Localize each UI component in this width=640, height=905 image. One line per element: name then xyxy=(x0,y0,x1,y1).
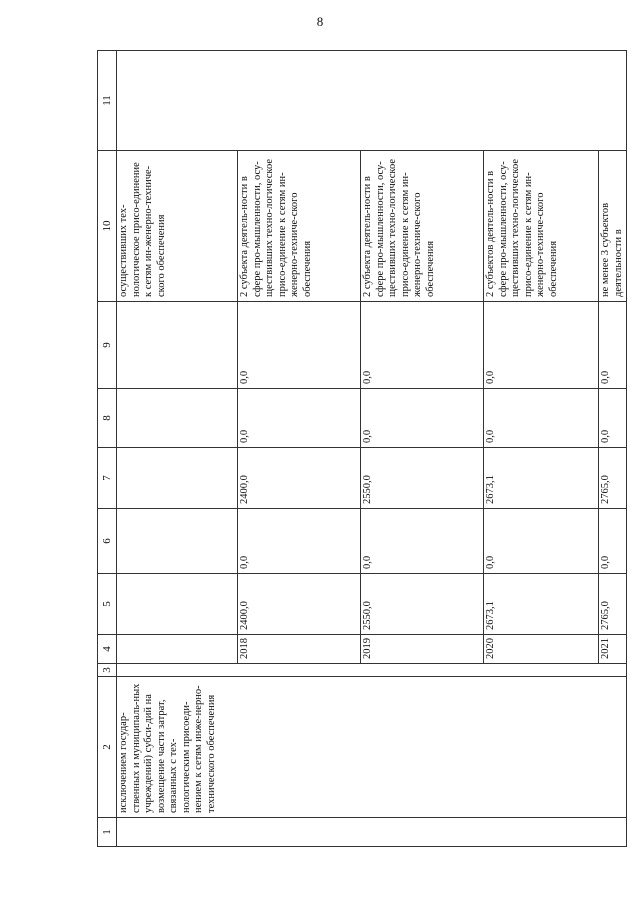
indicator-cell: 2 субъектов деятель-ности в сфере про-мышленности, осу-ществивших техно-логическое присо-единение к сетям ин-женерно-техниче-ского обеспечения xyxy=(484,151,599,302)
federal-cell: 0,0 xyxy=(599,509,627,574)
year-cell: 2018 xyxy=(238,635,361,664)
other-cell xyxy=(117,302,238,389)
local-cell: 0,0 xyxy=(484,389,599,448)
header-col-8: 8 xyxy=(98,389,117,448)
total-cell xyxy=(117,574,238,635)
header-col-1: 1 xyxy=(98,818,117,847)
other-cell: 0,0 xyxy=(599,302,627,389)
header-col-3: 3 xyxy=(98,664,117,677)
measure-description xyxy=(117,677,627,818)
table-header-row xyxy=(98,51,117,847)
total-cell: 2765,0 xyxy=(599,574,627,635)
header-col-9: 9 xyxy=(98,302,117,389)
indicator-cell: не менее 3 субъектов деятельности в xyxy=(599,151,627,302)
row-cell-col-1 xyxy=(117,818,627,847)
federal-cell: 0,0 xyxy=(484,509,599,574)
federal-cell: 0,0 xyxy=(238,509,361,574)
local-cell xyxy=(117,389,238,448)
local-cell: 0,0 xyxy=(599,389,627,448)
measure-description-text: исключением государ-ственных и муниципаль-ных учреждений) субси-дий на возмещение части затрат, связанных с тех-нологическим присоеди-нением к сетям инже-нерно-технического обеспечения xyxy=(118,683,217,813)
header-col-4: 4 xyxy=(98,635,117,664)
indicator-cell: 2 субъекта деятель-ности в сфере про-мышленности, осу-ществивших техно-логическое присо-единение к сетям ин-женерно-техниче-ского обеспечения xyxy=(238,151,361,302)
header-col-5: 5 xyxy=(98,574,117,635)
rotated-table-frame xyxy=(97,62,624,847)
federal-cell xyxy=(117,509,238,574)
other-cell: 0,0 xyxy=(361,302,484,389)
year-cell xyxy=(117,635,238,664)
regional-cell: 2673,1 xyxy=(484,448,599,509)
total-cell: 2400,0 xyxy=(238,574,361,635)
local-cell: 0,0 xyxy=(361,389,484,448)
indicator-cell: осуществивших тех-нологическое присо-единение к сетям ин-женерно-техниче-ского обеспечения xyxy=(117,151,238,302)
year-cell: 2021 xyxy=(599,635,627,664)
header-col-2: 2 xyxy=(98,677,117,818)
regional-cell: 2550,0 xyxy=(361,448,484,509)
total-cell: 2673,1 xyxy=(484,574,599,635)
page-number: 8 xyxy=(316,14,324,29)
regional-cell: 2400,0 xyxy=(238,448,361,509)
indicator-cell: 2 субъекта деятель-ности в сфере про-мышленности, осу-ществивших техно-логическое присо-единение к сетям ин-женерно-техниче-ского обеспечения xyxy=(361,151,484,302)
program-table xyxy=(97,50,627,847)
other-cell: 0,0 xyxy=(238,302,361,389)
year-cell: 2019 xyxy=(361,635,484,664)
table-row xyxy=(117,51,238,847)
federal-cell: 0,0 xyxy=(361,509,484,574)
header-col-7: 7 xyxy=(98,448,117,509)
local-cell: 0,0 xyxy=(238,389,361,448)
total-cell: 2550,0 xyxy=(361,574,484,635)
year-cell: 2020 xyxy=(484,635,599,664)
header-col-11: 11 xyxy=(98,51,117,151)
row-cell-col-11 xyxy=(117,51,627,151)
regional-cell xyxy=(117,448,238,509)
row-cell-col-3 xyxy=(117,664,627,677)
header-col-10: 10 xyxy=(98,151,117,302)
header-col-6: 6 xyxy=(98,509,117,574)
regional-cell: 2765,0 xyxy=(599,448,627,509)
table-container xyxy=(97,62,624,847)
other-cell: 0,0 xyxy=(484,302,599,389)
